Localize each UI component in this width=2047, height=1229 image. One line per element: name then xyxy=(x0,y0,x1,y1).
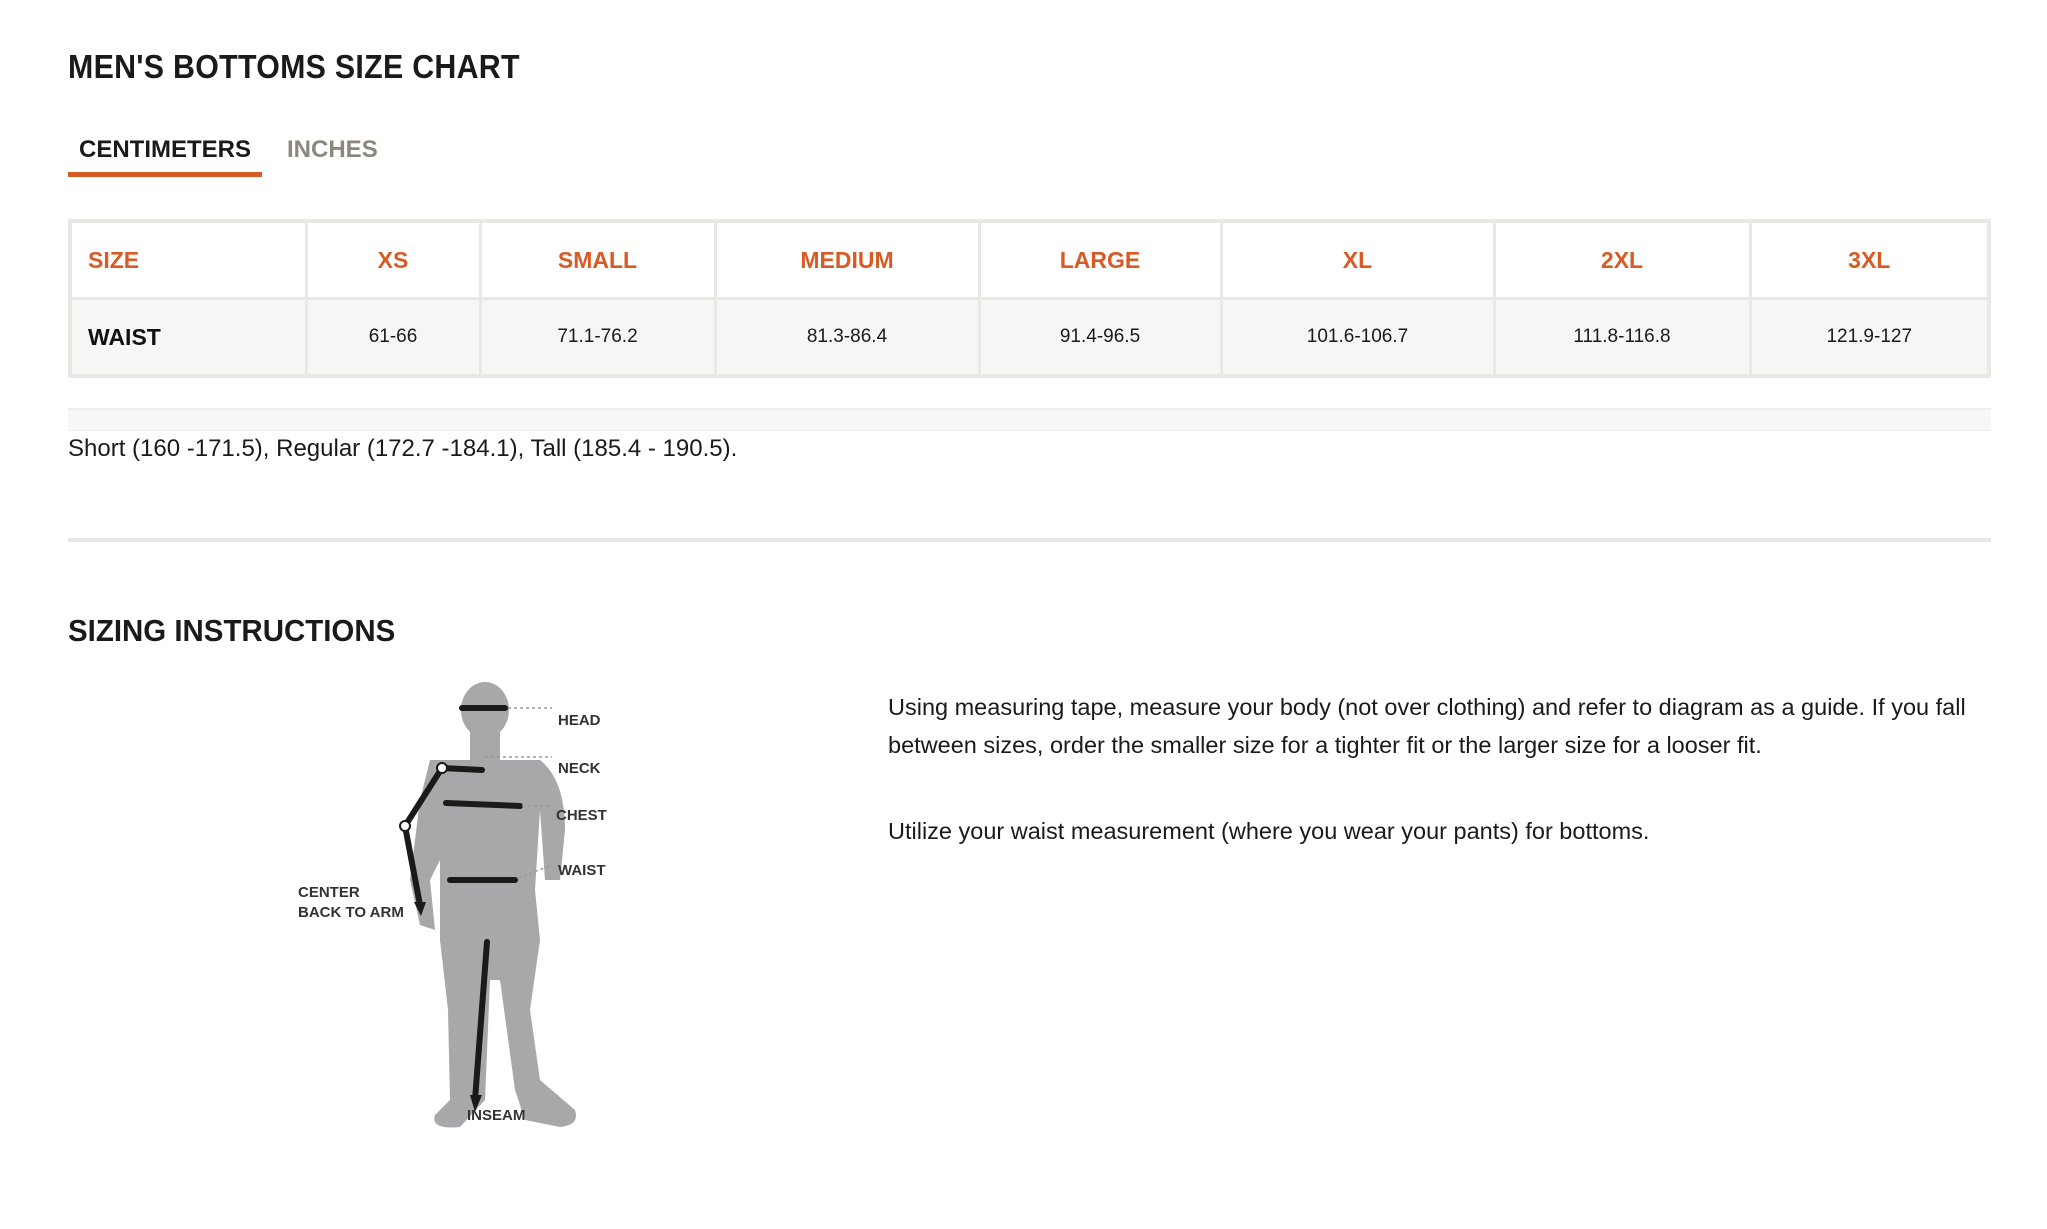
column-header: 2XL xyxy=(1494,221,1750,299)
column-header: SIZE xyxy=(70,221,306,299)
section-title: SIZING INSTRUCTIONS xyxy=(68,613,396,648)
table-cell: 61-66 xyxy=(306,299,480,377)
table-row xyxy=(70,299,1989,377)
table-cell: 111.8-116.8 xyxy=(1494,299,1750,377)
tab-inches[interactable]: INCHES xyxy=(287,136,378,163)
column-header: 3XL xyxy=(1750,221,1989,299)
table-cell: 71.1-76.2 xyxy=(480,299,715,377)
size-table xyxy=(68,219,1991,378)
column-header: XS xyxy=(306,221,480,299)
divider-band xyxy=(68,408,1991,431)
row-label: WAIST xyxy=(70,299,306,377)
section-divider xyxy=(68,538,1991,542)
label-neck: NECK xyxy=(558,760,601,777)
label-chest: CHEST xyxy=(556,807,607,824)
column-header: LARGE xyxy=(979,221,1221,299)
table-cell: 81.3-86.4 xyxy=(715,299,979,377)
label-inseam: INSEAM xyxy=(467,1107,526,1124)
measurement-diagram xyxy=(290,680,620,1140)
table-cell: 121.9-127 xyxy=(1750,299,1989,377)
table-cell: 101.6-106.7 xyxy=(1221,299,1494,377)
column-header: XL xyxy=(1221,221,1494,299)
instruction-paragraph: Utilize your waist measurement (where you wear your pants) for bottoms. xyxy=(888,818,1650,844)
label-waist: WAIST xyxy=(558,862,606,879)
instruction-paragraph: Using measuring tape, measure your body (not over clothing) and refer to diagram as a guide. If you fall between sizes, order the smaller size for a tighter fit or the larger size for a looser fit. xyxy=(888,694,1966,758)
body-silhouette-icon xyxy=(410,682,576,1128)
column-header: SMALL xyxy=(480,221,715,299)
label-back-to-arm: BACK TO ARM xyxy=(298,904,404,921)
unit-tabs xyxy=(68,132,389,176)
length-note: Short (160 -171.5), Regular (172.7 -184.1), Tall (185.4 - 190.5). xyxy=(68,435,738,462)
table-cell: 91.4-96.5 xyxy=(979,299,1221,377)
column-header: MEDIUM xyxy=(715,221,979,299)
page-title: MEN'S BOTTOMS SIZE CHART xyxy=(68,48,520,85)
label-head: HEAD xyxy=(558,712,601,729)
tab-centimeters[interactable]: CENTIMETERS xyxy=(68,132,262,177)
table-header-row xyxy=(70,221,1989,299)
label-center: CENTER xyxy=(298,884,360,901)
